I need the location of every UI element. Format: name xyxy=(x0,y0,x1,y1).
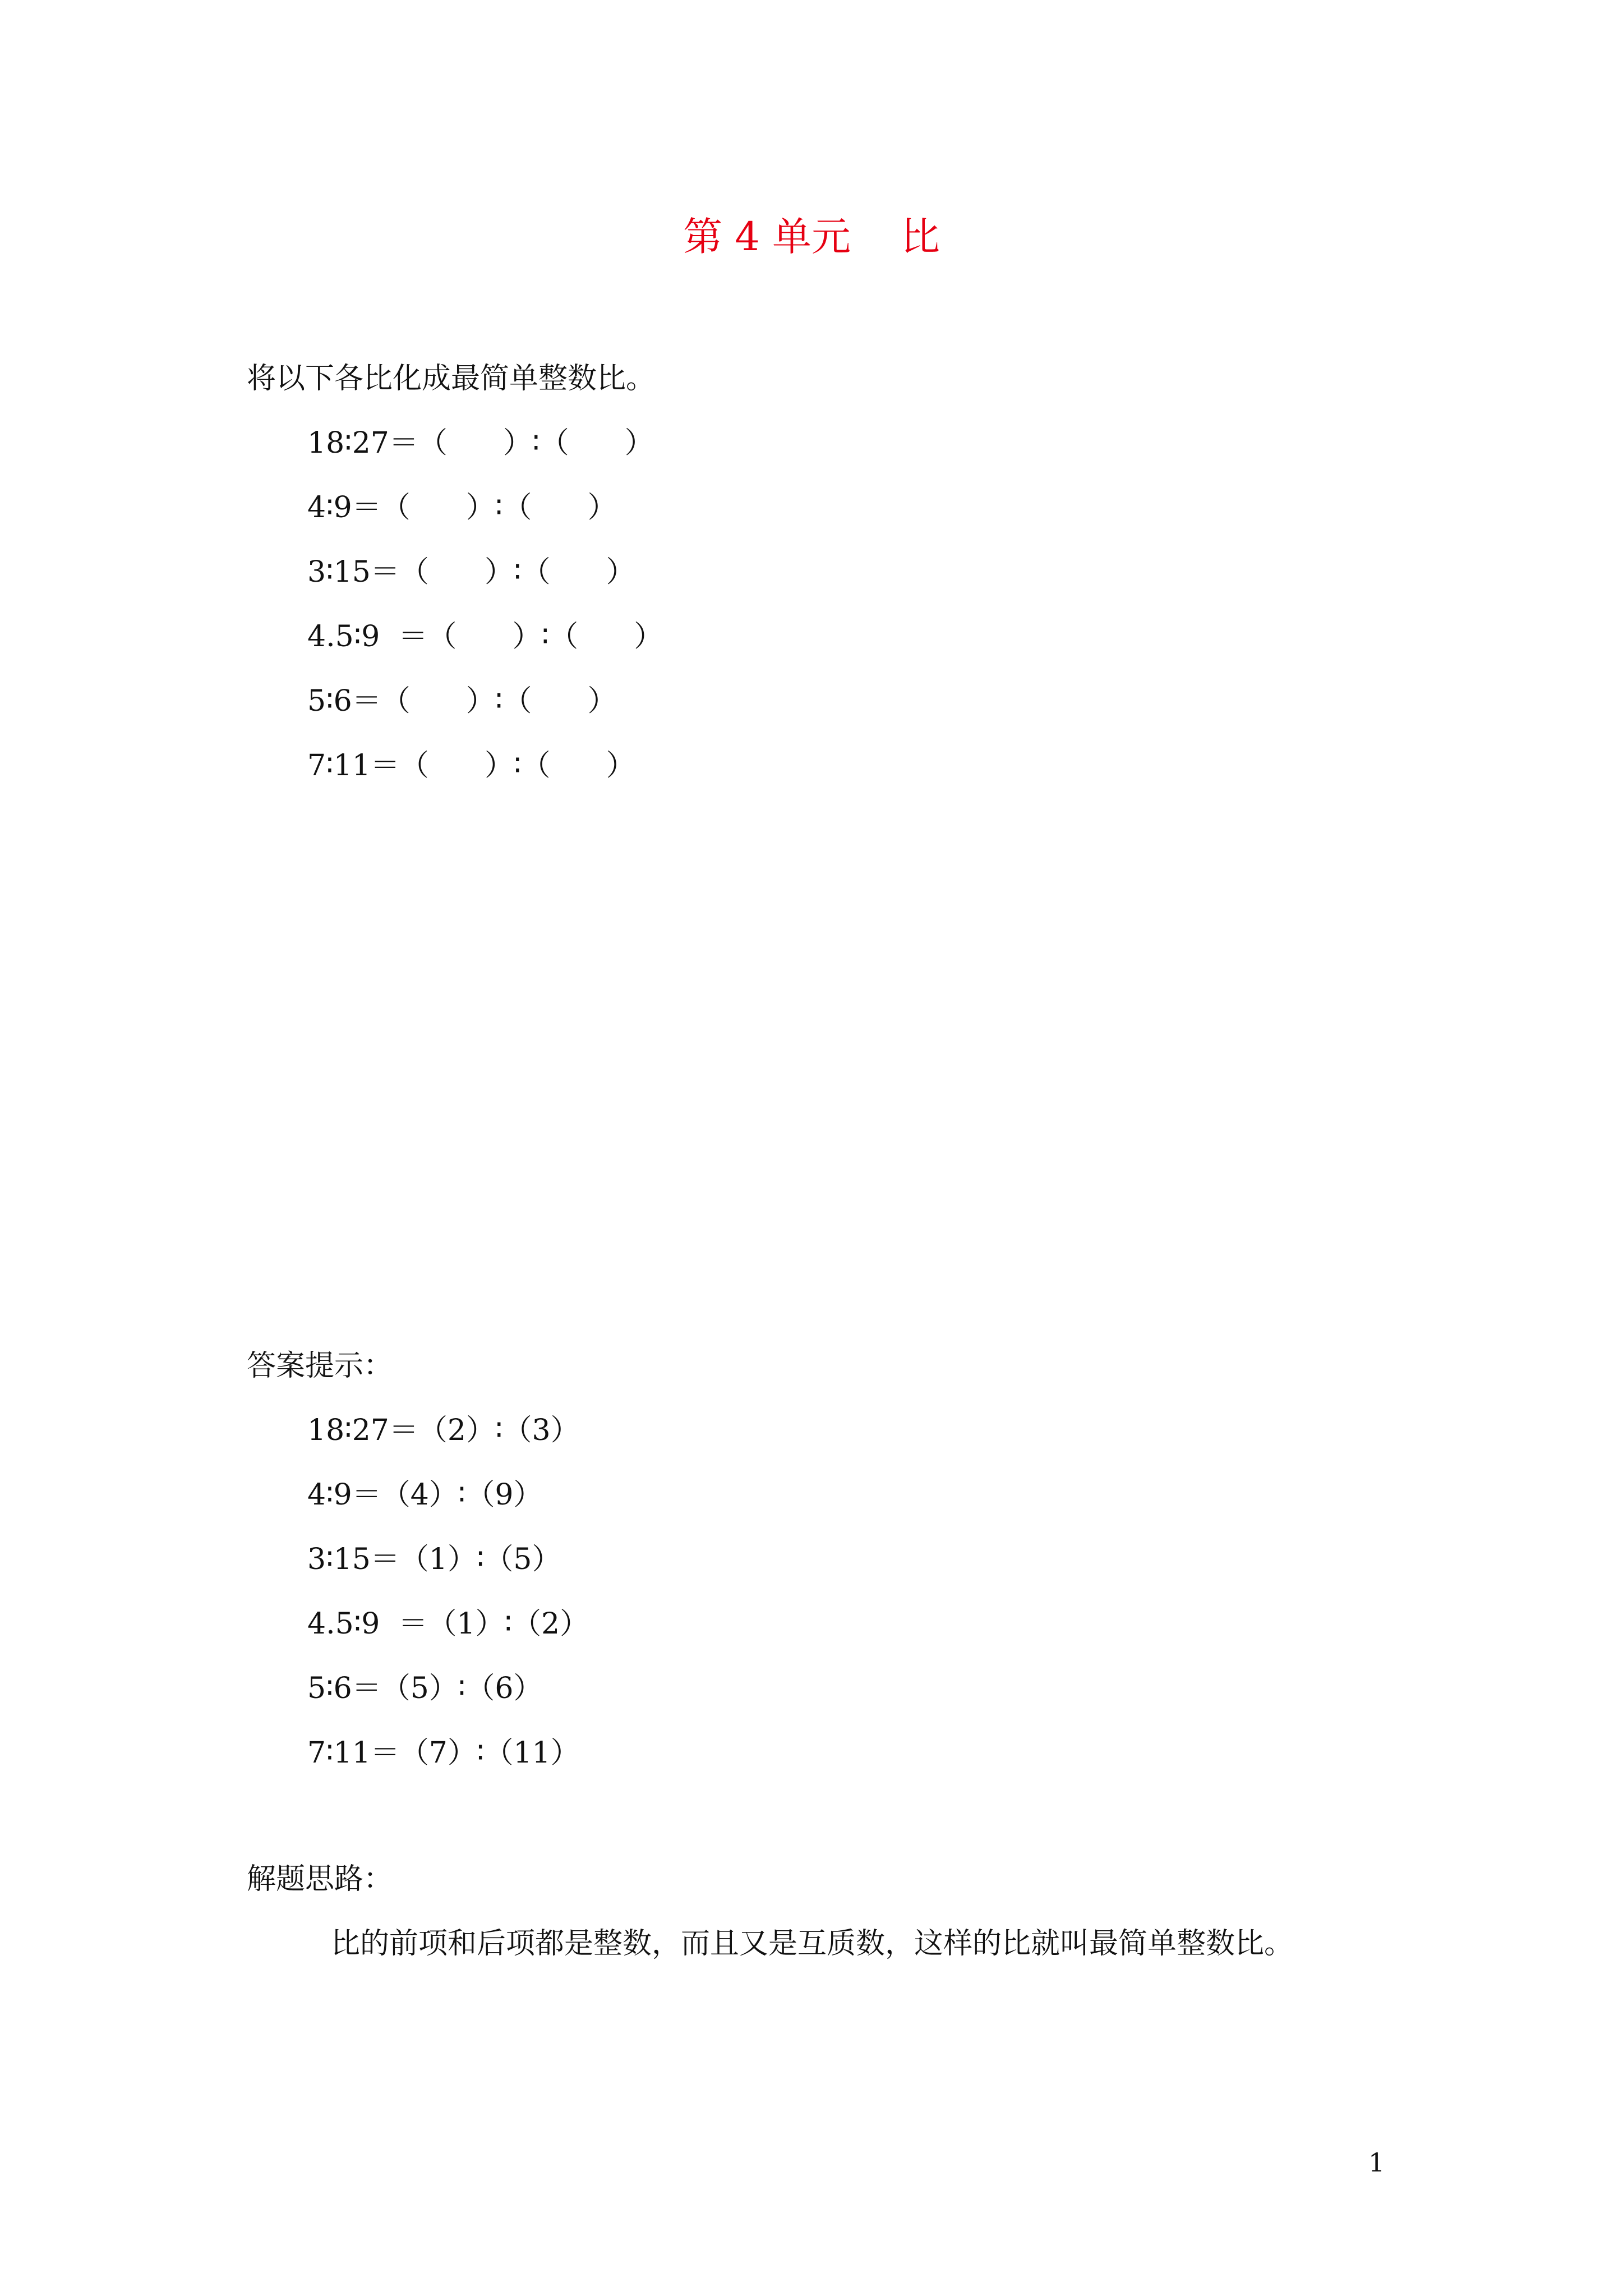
answer-item: 18∶27＝（2）∶（3） xyxy=(307,1414,580,1447)
solution-heading: 解题思路： xyxy=(247,1862,393,1896)
exercise-item: 5∶6＝（ ）∶（ ） xyxy=(307,684,617,718)
exercise-item: 4∶9＝（ ）∶（ ） xyxy=(307,491,617,524)
answer-item: 7∶11＝（7）∶（11） xyxy=(307,1736,580,1770)
exercise-list xyxy=(307,421,663,808)
answer-item: 4∶9＝（4）∶（9） xyxy=(307,1478,543,1512)
answer-item: 5∶6＝（5）∶（6） xyxy=(307,1672,543,1705)
answers-heading: 答案提示： xyxy=(247,1349,393,1383)
solution-text: 比的前项和后项都是整数，而且又是互质数，这样的比就叫最简单整数比。 xyxy=(331,1927,1294,1961)
exercise-item: 4.5∶9 ＝（ ）∶（ ） xyxy=(307,620,663,654)
exercise-item: 18∶27＝（ ）∶（ ） xyxy=(307,426,654,460)
exercise-item: 3∶15＝（ ）∶（ ） xyxy=(307,555,635,589)
answer-item: 3∶15＝（1）∶（5） xyxy=(307,1543,561,1576)
exercise-item: 7∶11＝（ ）∶（ ） xyxy=(307,749,635,783)
page-title: 第 4 单元 比 xyxy=(683,214,940,260)
page-number: 1 xyxy=(1368,2147,1385,2178)
exercise-instruction: 将以下各比化成最简单整数比。 xyxy=(247,362,656,395)
answer-item: 4.5∶9 ＝（1）∶（2） xyxy=(307,1607,589,1641)
answers-list xyxy=(307,1408,589,1795)
